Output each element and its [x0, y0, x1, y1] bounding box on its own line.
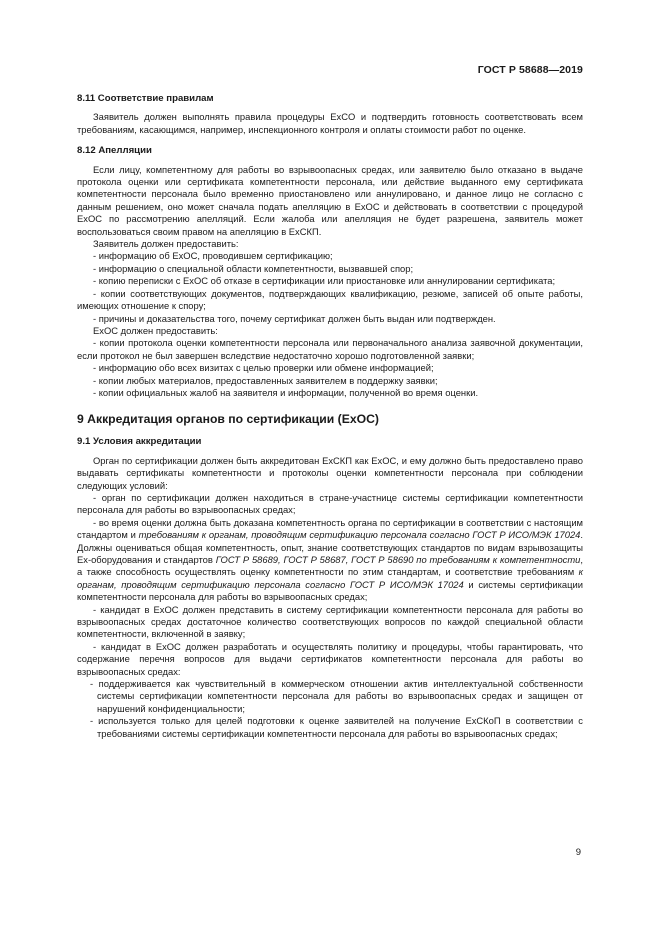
- text-run: . Должны оцениваться общая компетентность, опыт, знание соответствующих стандартов по видам взрывозащиты Ex-оборудования и стандартов: [77, 529, 583, 565]
- paragraph: Заявитель должен выполнять правила процедуры ExCO и подтвердить готовность соответствовать всем требованиям, касающимся, например, инспекционного контроля и оплаты стоимости работ по оценке.: [77, 111, 583, 135]
- italic-run: ГОСТ Р 58689, ГОСТ Р 58687, ГОСТ Р 58690 по требованиям к компетентности: [215, 554, 581, 565]
- list-item: - информацию о специальной области компетентности, вызвавшей спор;: [93, 262, 414, 274]
- text-run: , а также способность осуществлять оценку компетентности по этим стандартам, и соответствие требованиям: [77, 554, 583, 578]
- list-item: - кандидат в ExOC должен представить в систему сертификации компетентности персонала для работы во взрывоопасных средах достаточное количество соответствующих вопросов по каждой специальной области компетентности, включенной в заявку;: [77, 603, 583, 640]
- section-9-1-title: 9.1 Условия аккредитации: [77, 436, 202, 448]
- list-item: - копию переписки с ExOC об отказе в сертификации или приостановке или аннулировании сертификата;: [93, 275, 556, 287]
- list-item: - копии соответствующих документов, подтверждающих квалификацию, резюме, записей об опыте работы, имеющих отношение к спору;: [77, 287, 583, 312]
- list-item: - орган по сертификации должен находиться в стране-участнице системы сертификации компетентности персонала для работы во взрывоопасных средах;: [77, 491, 583, 516]
- document-body: [77, 93, 583, 740]
- paragraph: Если лицу, компетентному для работы во взрывоопасных средах, или заявителю было отказано в выдаче протокола оценки или сертификата компетентности персонала, или действие выданного ему сертификата компетентности персонала было временно приостановлено или аннулировано, и данное лицо не согласно с данным решением, оно может сначала подать апелляцию в ExOC и действовать в соответствии с процедурой ExOC по рассмотрению апелляций. Если жалоба или апелляция не будет разрешена, заявитель может воспользоваться своим правом на апелляцию в ExCКП.: [77, 163, 583, 237]
- sub-list-item: - поддерживается как чувствительный в коммерческом отношении актив интеллектуальной собственности системы сертификации компетентности персонала для работы во взрывоопасных средах и защищен от нарушений конфиденциальности;: [90, 678, 583, 714]
- list-item: - информацию обо всех визитах с целью проверки или обмене информацией;: [93, 362, 434, 374]
- italic-run: требованиям к органам, проводящим сертификацию персонала согласно ГОСТ Р ИСО/МЭК 17024: [138, 529, 581, 541]
- list-item: - копии протокола оценки компетентности персонала или первоначального анализа заявочной документации, если протокол не был завершен вследствие недостаточно хорошо подготовленной заявки;: [77, 337, 583, 361]
- document-code: ГОСТ Р 58688—2019: [477, 64, 583, 76]
- section-8-12-title: 8.12 Апелляции: [77, 145, 152, 157]
- section-9-title: 9 Аккредитация органов по сертификации (ExOC): [77, 412, 379, 427]
- paragraph: Орган по сертификации должен быть аккредитован ExCКП как ExOC, и ему должно быть предоставлено право выдавать сертификаты компетентности и протоколы оценки компетентности персонала при соблюдении следующих условий:: [77, 454, 583, 491]
- list-item: [77, 517, 583, 604]
- page-number: 9: [575, 847, 581, 858]
- list-item: - информацию об ExOC, проводившем сертификацию;: [93, 250, 333, 262]
- list-item: - причины и доказательства того, почему сертификат должен быть выдан или подтвержден.: [93, 312, 496, 324]
- text-run: и системы сертификации компетентности персонала для работы во взрывоопасных средах;: [77, 578, 583, 603]
- text-run: - во время оценки должна быть доказана компетентность органа по сертификации в соответствии с настоящим стандартом и: [77, 516, 583, 541]
- section-8-11-title: 8.11 Соответствие правилам: [77, 93, 214, 104]
- sub-list-item: - используется только для целей подготовки к оценке заявителей на получение ExCКоП в соответствии с требованиями системы сертификации компетентности персонала для работы во взрывоопасных средах;: [90, 715, 583, 739]
- paragraph: Заявитель должен предоставить:: [93, 238, 239, 250]
- list-item: - копии официальных жалоб на заявителя и информации, полученной во время оценки.: [93, 386, 479, 398]
- paragraph: ExOC должен предоставить:: [93, 324, 218, 336]
- italic-run: к органам, проводящим сертификацию персонала согласно ГОСТ Р ИСО/МЭК 17024: [77, 566, 583, 590]
- list-item: - копии любых материалов, предоставленных заявителем в поддержку заявки;: [93, 374, 438, 386]
- list-item: - кандидат в ExOC должен разработать и осуществлять политику и процедуры, чтобы гарантировать, что содержание перечня вопросов для выдачи сертификатов компетентности персонала для работы во взрывоопасных средах:: [77, 640, 583, 677]
